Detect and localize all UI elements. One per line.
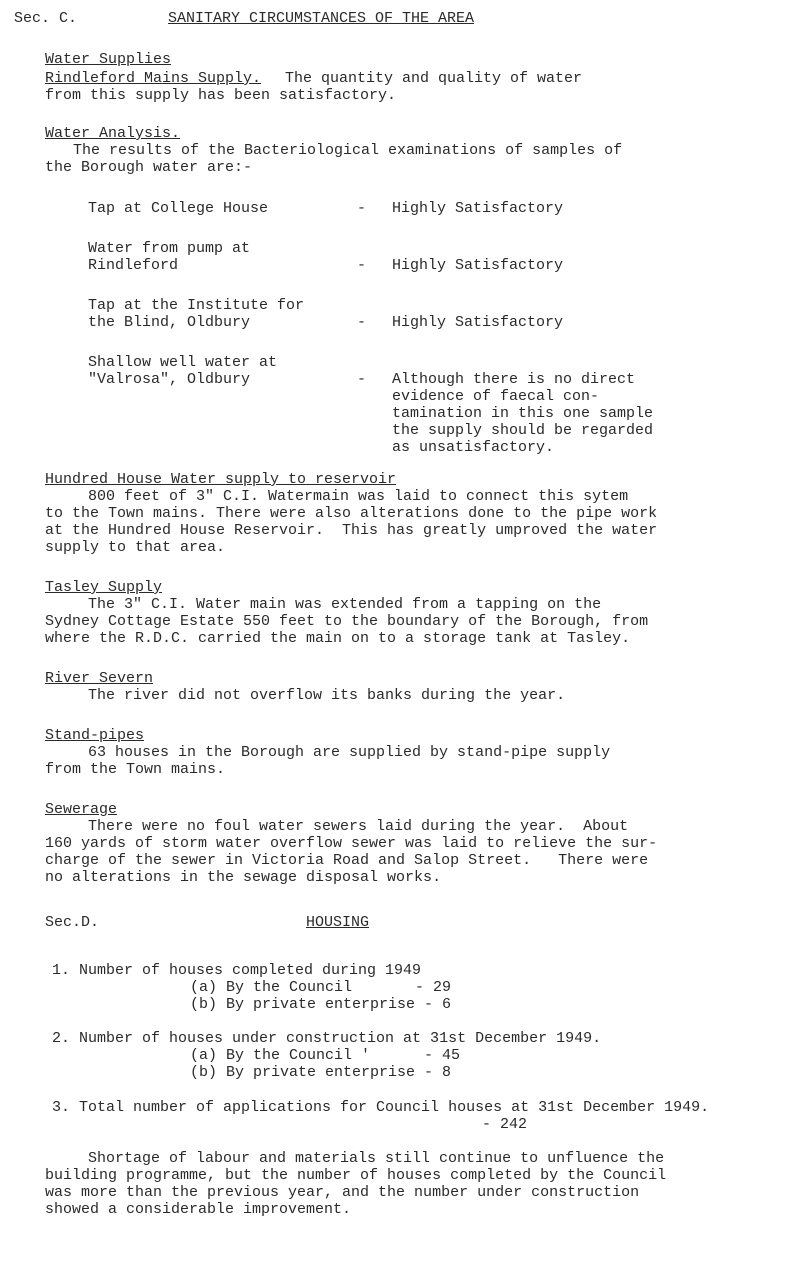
tasley-heading: Tasley Supply [45, 579, 163, 596]
sewerage-line: There were no foul water sewers laid during the year. About [88, 818, 629, 835]
sample-result: Although there is no direct [392, 371, 636, 388]
water-supplies-heading: Water Supplies [45, 51, 172, 68]
sample-location: Tap at the Institute for [88, 297, 305, 314]
hundred-house-line: to the Town mains. There were also alterations done to the pipe work [45, 505, 658, 522]
sample-location: Tap at College House [88, 200, 269, 217]
water-analysis-intro-1: The results of the Bacteriological examinations of samples of [73, 142, 623, 159]
sewerage-line: no alterations in the sewage disposal works. [45, 869, 442, 886]
rindleford-text-1: The quantity and quality of water [285, 70, 583, 87]
hundred-house-heading: Hundred House Water supply to reservoir [45, 471, 397, 488]
housing-item-3: 3. Total number of applications for Council houses at 31st December 1949. [52, 1099, 710, 1116]
housing-closing-line: was more than the previous year, and the number under construction [45, 1184, 640, 1201]
dash: - [357, 200, 367, 217]
sewerage-line: charge of the sewer in Victoria Road and Salop Street. There were [45, 852, 649, 869]
housing-item-3-value: - 242 [482, 1116, 528, 1133]
tasley-line: The 3" C.I. Water main was extended from a tapping on the [88, 596, 602, 613]
rindleford-mains-label: Rindleford Mains Supply. [45, 70, 262, 87]
housing-closing-line: Shortage of labour and materials still continue to unfluence the [88, 1150, 665, 1167]
standpipes-line: from the Town mains. [45, 761, 226, 778]
section-d-label: Sec.D. [45, 914, 100, 931]
water-analysis-intro-2: the Borough water are:- [45, 159, 253, 176]
housing-item-2b: (b) By private enterprise - 8 [190, 1064, 452, 1081]
sample-location: Rindleford [88, 257, 179, 274]
housing-item-1a: (a) By the Council - 29 [190, 979, 452, 996]
sample-result: Highly Satisfactory [392, 314, 564, 331]
sample-location: Water from pump at [88, 240, 251, 257]
housing-item-1: 1. Number of houses completed during 1949 [52, 962, 422, 979]
section-d-title: HOUSING [306, 914, 370, 931]
housing-item-1b: (b) By private enterprise - 6 [190, 996, 452, 1013]
sewerage-line: 160 yards of storm water overflow sewer was laid to relieve the sur- [45, 835, 658, 852]
river-line: The river did not overflow its banks during the year. [88, 687, 566, 704]
tasley-line: where the R.D.C. carried the main on to a storage tank at Tasley. [45, 630, 631, 647]
standpipes-line: 63 houses in the Borough are supplied by stand-pipe supply [88, 744, 611, 761]
dash: - [357, 371, 367, 388]
tasley-line: Sydney Cottage Estate 550 feet to the boundary of the Borough, from [45, 613, 649, 630]
water-analysis-heading: Water Analysis. [45, 125, 181, 142]
rindleford-text-2: from this supply has been satisfactory. [45, 87, 397, 104]
sample-result: Highly Satisfactory [392, 257, 564, 274]
sample-result: evidence of faecal con- [392, 388, 600, 405]
hundred-house-line: 800 feet of 3" C.I. Watermain was laid to connect this sytem [88, 488, 629, 505]
sample-result: the supply should be regarded [392, 422, 654, 439]
standpipes-heading: Stand-pipes [45, 727, 145, 744]
sample-location: the Blind, Oldbury [88, 314, 251, 331]
housing-item-2a: (a) By the Council ' - 45 [190, 1047, 461, 1064]
housing-closing-line: building programme, but the number of houses completed by the Council [45, 1167, 667, 1184]
sample-location: Shallow well water at [88, 354, 278, 371]
dash: - [357, 257, 367, 274]
sample-location: "Valrosa", Oldbury [88, 371, 251, 388]
river-heading: River Severn [45, 670, 154, 687]
sample-result: tamination in this one sample [392, 405, 654, 422]
sample-result: Highly Satisfactory [392, 200, 564, 217]
hundred-house-line: supply to that area. [45, 539, 226, 556]
section-c-label: Sec. C. [14, 10, 78, 27]
sewerage-heading: Sewerage [45, 801, 118, 818]
section-c-title: SANITARY CIRCUMSTANCES OF THE AREA [168, 10, 475, 27]
dash: - [357, 314, 367, 331]
housing-closing-line: showed a considerable improvement. [45, 1201, 352, 1218]
housing-item-2: 2. Number of houses under construction at 31st December 1949. [52, 1030, 602, 1047]
hundred-house-line: at the Hundred House Reservoir. This has greatly umproved the water [45, 522, 658, 539]
sample-result: as unsatisfactory. [392, 439, 555, 456]
